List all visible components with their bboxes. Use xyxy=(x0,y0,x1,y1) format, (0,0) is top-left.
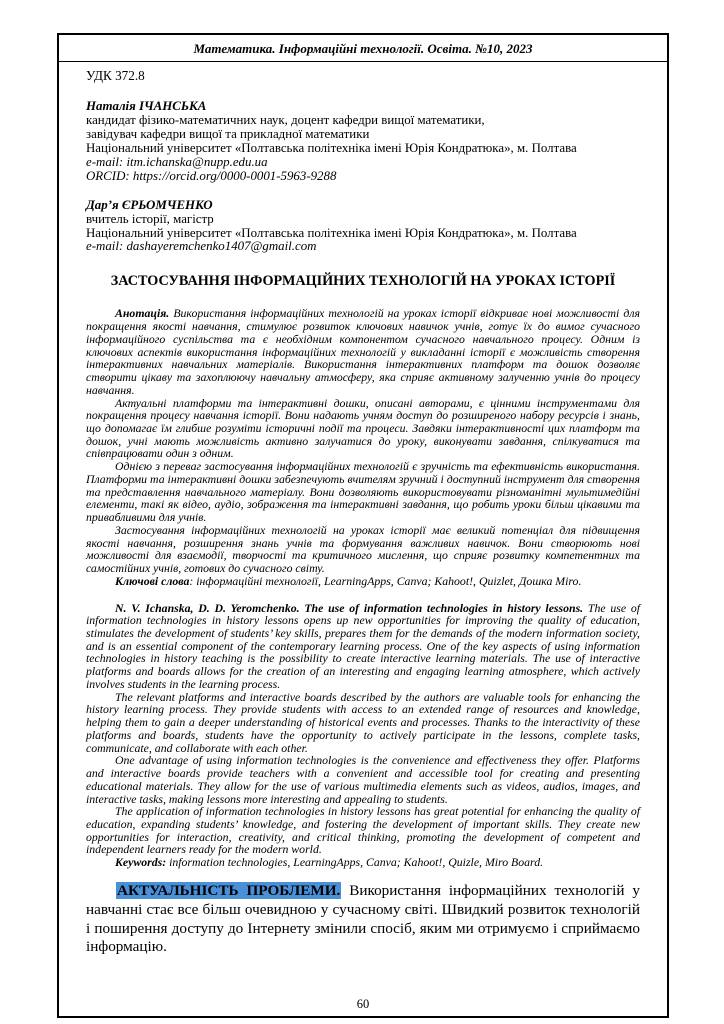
author-position: завідувач кафедри вищої та прикладної математики xyxy=(86,126,370,141)
keywords-text: information technologies, LearningApps, Canva; Kahoot!, Quizle, Miro Board. xyxy=(166,855,544,870)
author-block-2 xyxy=(86,199,640,255)
author-orcid: ORCID: https://orcid.org/0000-0001-5963-9288 xyxy=(86,168,337,183)
body-text: Використання інформаційних технологій у навчанні стає все більш очевидною у сучасному світі. Швидкий розвиток технологій і поширення доступу до Інтернету змінили спосіб, яким ми отримуємо і сприймаємо інформацію. xyxy=(86,881,640,956)
author-degree: кандидат фізико-математичних наук, доцент кафедри вищої математики, xyxy=(86,112,485,127)
abstract-paragraph: One advantage of using information technologies is the convenience and effectiveness they offer. Platforms and interactive boards provide teachers with a convenient and accessible tool for creating and presenting educational materials. They allow for the use of various multimedia elements such as videos, audios, images, and interactive tasks, making lessons more interesting and appealing to students. xyxy=(86,753,640,806)
abstract-paragraph: Застосування інформаційних технологій на уроках історії має великий потенціал для підвищення якості навчання, розширення знань учнів та формування важливих навичок. Вони створюють нові можливості для взаємодії, творчості та критичного мислення, що сприяє розвитку компетентних та самостійних учнів, готових до сучасного світу. xyxy=(86,522,640,576)
abstract-paragraph: The relevant platforms and interactive boards described by the authors are valuable tools for enhancing the history learning process. They provide students with access to an extended range of resources and knowledge, helping them to gain a deeper understanding of historical events and processes. Thanks to the interactivity of these platforms and boards, students have the opportunity to actively participate in the lessons, complete tasks, communicate, and collaborate with each other. xyxy=(86,689,640,755)
article-title: ЗАСТОСУВАННЯ ІНФОРМАЦІЙНИХ ТЕХНОЛОГІЙ НА УРОКАХ ІСТОРІЇ xyxy=(110,273,616,290)
abstract-paragraph xyxy=(86,307,640,396)
author-position: вчитель історії, магістр xyxy=(86,211,214,226)
abstract-paragraph: Актуальні платформи та інтерактивні дошки, описані авторами, є цінними інструментами для покращення процесу навчання історії. Вони надають учням доступ до розширеного набору ресурсів і знань, що допомагає їм глибше розуміти історичні події та процеси. Завдяки інтерактивності цих платформ та дошок, учні мають можливість активно залучатися до уроку, виконувати завдання, спілкуватися та співпрацювати один з одним. xyxy=(86,395,640,461)
abstract-label: Анотація. xyxy=(115,306,170,321)
keywords-text: : інформаційні технології, LearningApps, Canva; Kahoot!, Quizlet, Дошка Miro. xyxy=(189,573,582,588)
author-block-1 xyxy=(86,100,640,184)
author-email: e-mail: dashayeremchenko1407@gmail.com xyxy=(86,239,317,254)
author-affiliation: Національний університет «Полтавська політехніка імені Юрія Кондратюка», м. Полтава xyxy=(86,225,577,240)
abstract-paragraph: Однією з переваг застосування інформаційних технологій є зручність та ефективність використання. Платформи та інтерактивні дошки забезпечують вчителям зручний і доступний інструмент для створення та представлення навчального матеріалу. Вони дозволяють використовувати різноманітні мультимедійні елементи, такі як відео, аудіо, зображення та інтерактивні завдання, що робить уроки більш цікавими та привабливими для учнів. xyxy=(86,459,640,525)
body-paragraph xyxy=(86,882,640,957)
author-affiliation: Національний університет «Полтавська політехніка імені Юрія Кондратюка», м. Полтава xyxy=(86,140,577,155)
abstract-paragraph: The application of information technologies in history lessons has great potential for enhancing the quality of education, expanding students’ knowledge, and fostering the development of important skills. They create new opportunities for interaction, creativity, and critical thinking, promoting the development of competent and independent learners ready for the modern world. xyxy=(86,804,640,857)
keywords-line-en xyxy=(86,856,640,869)
abstract-english xyxy=(86,602,640,869)
journal-header: Математика. Інформаційні технології. Освіта. №10, 2023 xyxy=(193,41,533,56)
keywords-line-uk xyxy=(86,575,640,588)
keywords-label: Ключові слова xyxy=(115,573,190,588)
abstract-lead-en: N. V. Ichanska, D. D. Yeromchenko. The use of information technologies in history lessons. xyxy=(115,600,584,615)
page-number: 60 xyxy=(356,997,370,1011)
keywords-label: Keywords: xyxy=(115,855,167,870)
header-divider xyxy=(59,61,667,62)
abstract-ukrainian xyxy=(86,307,640,587)
author-name: Дар’я ЄРЬОМЧЕНКО xyxy=(86,197,213,212)
udk-code: УДК 372.8 xyxy=(86,68,145,83)
abstract-text: The use of information technologies in history lessons opens up new opportunities for improving the quality of education, stimulates the development of students’ key skills, prepares them for the demands of the modern information society, and is an essential component of the contemporary learning process. One of the key aspects of using information technologies in history teaching is the possibility to create interactive learning materials. The use of interactive platforms and boards allows for the creation of an interesting and engaging learning atmosphere, which actively involves students in the learning process. xyxy=(86,600,640,691)
author-name: Наталія ІЧАНСЬКА xyxy=(86,99,207,113)
section-heading-highlighted: АКТУАЛЬНІСТЬ ПРОБЛЕМИ. xyxy=(117,881,341,899)
abstract-paragraph xyxy=(86,602,640,691)
abstract-text: Використання інформаційних технологій на уроках історії відкриває нові можливості для покращення якості навчання, стимулює розвиток ключових навичок учнів, готує їх до вимог сучасного інформаційного суспільства та є необхідним компонентом сучасного навчального процесу. Одним із ключових аспектів використання інформаційних технологій у викладанні історії є можливість створення інтерактивних навчальних матеріалів. Використання інтерактивних платформ та дошок дозволяє створити цікаву та захоплюючу навчальну атмосферу, яка сприяє активному залученню учнів до процесу навчання. xyxy=(86,306,640,397)
author-email: e-mail: itm.ichanska@nupp.edu.ua xyxy=(86,154,268,169)
document-page xyxy=(57,33,669,1018)
